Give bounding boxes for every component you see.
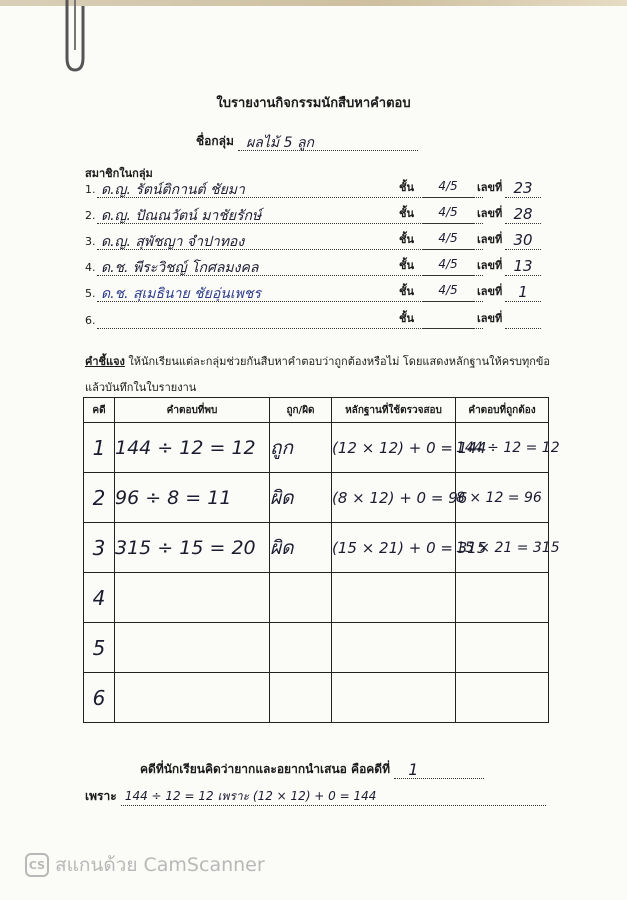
member-class-label: ชั้น — [399, 285, 414, 298]
member-number: 28 — [505, 205, 541, 224]
case-number: 1 — [84, 423, 115, 473]
because-field — [121, 787, 546, 806]
member-index: 6. — [85, 314, 96, 327]
member-number-label: เลขที่ — [477, 285, 503, 298]
member-class-label: ชั้น — [399, 233, 414, 246]
case-number: 2 — [84, 473, 115, 523]
table-row — [84, 423, 549, 473]
instructions — [85, 349, 555, 401]
table-header-row — [84, 398, 549, 423]
case-verdict: ผิด — [270, 523, 332, 573]
because-value: 144 ÷ 12 = 12 เพราะ (12 × 12) + 0 = 144 — [124, 789, 377, 803]
footer-question: คดีที่นักเรียนคิดว่ายากและอยากนำเสนอ คือคดีที่ — [140, 762, 391, 776]
member-index: 4. — [85, 261, 96, 274]
member-name — [97, 310, 101, 326]
case-correct-answer — [456, 673, 549, 723]
case-verdict: ผิด — [270, 473, 332, 523]
member-number: 1 — [505, 283, 541, 302]
group-name-value: ผลไม้ 5 ลูก — [246, 135, 314, 151]
case-correct-answer — [456, 573, 549, 623]
case-correct-answer: 15 × 21 = 315 — [456, 523, 549, 573]
member-class: 4/5 — [422, 179, 474, 198]
case-number: 6 — [84, 673, 115, 723]
case-verdict — [270, 573, 332, 623]
case-answer: 144 ÷ 12 = 12 — [115, 423, 270, 473]
header-answer: คำตอบที่พบ — [115, 398, 270, 423]
member-name: ด.ช. พีระวิชญ์ โกศลมงคล — [101, 260, 259, 276]
header-correct: คำตอบที่ถูกต้อง — [456, 398, 549, 423]
case-table — [83, 397, 560, 723]
member-row — [85, 202, 555, 224]
group-label: ชื่อกลุ่ม — [196, 134, 234, 148]
member-class: 4/5 — [422, 231, 474, 250]
case-correct-answer: 8 × 12 = 96 — [456, 473, 549, 523]
member-class: 4/5 — [422, 205, 474, 224]
table-row — [84, 523, 549, 573]
instructions-text: ให้นักเรียนแต่ละกลุ่มช่วยกันสืบหาคำตอบว่าถูกต้องหรือไม่ โดยแสดงหลักฐานให้ครบทุกข้อ แล้วบันทึกในใบรายงาน — [85, 355, 551, 394]
header-verdict: ถูก/ผิด — [270, 398, 332, 423]
member-row — [85, 254, 555, 276]
chosen-case-field — [394, 760, 484, 779]
case-answer — [115, 673, 270, 723]
member-class-label: ชั้น — [399, 181, 414, 194]
member-name: ด.ญ. สุพัชญา จำปาทอง — [101, 234, 245, 250]
member-row — [85, 280, 555, 302]
member-number-label: เลขที่ — [477, 181, 503, 194]
case-evidence — [332, 623, 456, 673]
watermark-text: สแกนด้วย CamScanner — [55, 854, 265, 876]
case-answer — [115, 623, 270, 673]
case-number: 3 — [84, 523, 115, 573]
member-row — [85, 228, 555, 250]
member-number: 23 — [505, 179, 541, 198]
member-number-label: เลขที่ — [477, 259, 503, 272]
member-number: 30 — [505, 231, 541, 250]
header-evidence: หลักฐานที่ใช้ตรวจสอบ — [332, 398, 456, 423]
members-heading: สมาชิกในกลุ่ม — [85, 167, 153, 180]
paper-clip-icon — [55, 0, 95, 72]
member-class-label: ชั้น — [399, 259, 414, 272]
member-class-label: ชั้น — [399, 207, 414, 220]
member-class: 4/5 — [422, 283, 474, 302]
case-evidence — [332, 673, 456, 723]
header-case: คดี — [84, 398, 115, 423]
member-row — [85, 307, 555, 329]
member-index: 3. — [85, 235, 96, 248]
case-evidence: (8 × 12) + 0 = 96 — [332, 473, 456, 523]
member-number: 13 — [505, 257, 541, 276]
member-index: 5. — [85, 287, 96, 300]
chosen-case-value: 1 — [408, 760, 419, 779]
member-name: ด.ช. สุเมธินาย ชัยอุ่นเพชร — [101, 286, 261, 302]
case-verdict: ถูก — [270, 423, 332, 473]
case-answer: 315 ÷ 15 = 20 — [115, 523, 270, 573]
because-label: เพราะ — [85, 789, 117, 803]
group-name-row — [196, 132, 418, 151]
member-number-label: เลขที่ — [477, 207, 503, 220]
case-correct-answer: 144 ÷ 12 = 12 — [456, 423, 549, 473]
member-number — [505, 310, 541, 329]
member-row — [85, 176, 555, 198]
case-verdict — [270, 673, 332, 723]
table-body — [84, 423, 560, 723]
case-number: 5 — [84, 623, 115, 673]
table-row — [84, 473, 549, 523]
case-number: 4 — [84, 573, 115, 623]
member-index: 2. — [85, 209, 96, 222]
document-title: ใบรายงานกิจกรรมนักสืบหาคำตอบ — [216, 96, 411, 111]
group-name-field — [238, 132, 418, 151]
member-name: ด.ญ. รัตน์ติกานต์ ชัยมา — [101, 182, 245, 198]
camscanner-watermark — [25, 850, 265, 880]
member-number-label: เลขที่ — [477, 312, 503, 325]
table-row — [84, 573, 549, 623]
table-row — [84, 673, 549, 723]
case-answer — [115, 573, 270, 623]
case-answer: 96 ÷ 8 = 11 — [115, 473, 270, 523]
instructions-keyword: คำชี้แจง — [85, 355, 125, 368]
case-evidence: (15 × 21) + 0 = 315 — [332, 523, 456, 573]
member-name: ด.ญ. ปัณณวัตน์ มาชัยรักษ์ — [101, 208, 262, 224]
member-index: 1. — [85, 183, 96, 196]
case-evidence: (12 × 12) + 0 = 144 — [332, 423, 456, 473]
member-class-label: ชั้น — [399, 312, 414, 325]
footer-question-row — [140, 760, 484, 779]
case-verdict — [270, 623, 332, 673]
member-class: 4/5 — [422, 257, 474, 276]
member-number-label: เลขที่ — [477, 233, 503, 246]
table-row — [84, 623, 549, 673]
case-evidence — [332, 573, 456, 623]
footer-because-row — [85, 787, 546, 806]
case-correct-answer — [456, 623, 549, 673]
member-class — [422, 310, 474, 329]
camscanner-logo-icon: CS — [25, 853, 49, 877]
